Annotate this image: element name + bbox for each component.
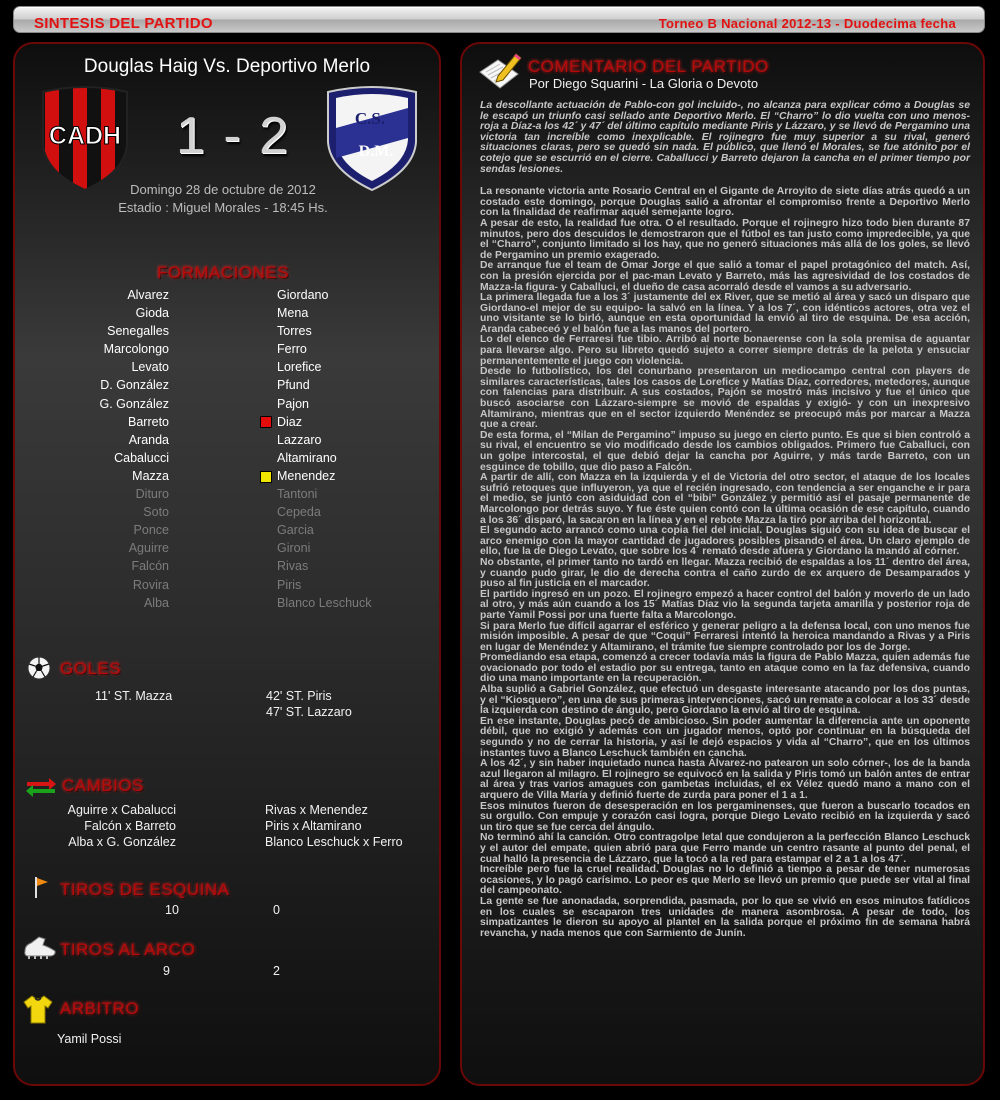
lineup-player: Altamirano	[277, 450, 337, 465]
article-paragraph: Si para Merlo fue difícil agarrar el esférico y generar peligro a la defensa local, con uno menos fue misión imposible. A pesar de que “Coqui” Ferraresi intentó la heroica mandando a Rivas y a Piris en lugar de Menéndez y Altamirano, el trámite fue siempre controlado por los de Jorge.	[480, 620, 970, 653]
home-changes	[35, 802, 176, 850]
lineup-sub: Garcia	[277, 523, 314, 538]
score: 1 - 2	[175, 107, 291, 165]
lineup-sub: Falcón	[131, 559, 169, 574]
lineup-player: Mazza	[132, 468, 169, 483]
change-item: Rivas x Menendez	[265, 803, 368, 817]
away-crest	[320, 84, 424, 194]
home-crest-text: CADH	[48, 122, 122, 150]
goals-title: GOLES	[60, 659, 122, 678]
changes-title: CAMBIOS	[62, 776, 144, 795]
home-lineup	[35, 286, 169, 612]
article-lead: La descollante actuación de Pablo-con gol incluido-, no alcanza para explicar cómo a Douglas se le escapó un triunfo casi sellado ante Deportivo Merlo. El “Charro” lo dio vuelta con uno menos-roja a Díaz-a los 42´ y 47´ del último capítulo mediante Piris y Lázzaro, y se llevó de Pergamino una victoria tan increíble como inexplicable. El rojinegro fue muy superior a su rival, generó situaciones claras, pero se quedó sin nada. El público, que llenó el Morales, se fue atónito por el cotejo que se escurrió en el cierre. Caballucci y Barreto dejaron la cancha en el primer tiempo por sendas lesiones.	[480, 100, 970, 175]
commentary-panel	[460, 42, 985, 1086]
article-paragraph: De esta forma, el “Milan de Pergamino” impuso su juego en cierto punto. Es que si bien controló a su rival, el encuentro se vio modificado desde los cambios obligados. Primero fue Caballuci, con un golpe intercostal, el que debió dejar la cancha por Aguirre, y más tarde Barreto, con un esguince de tobillo, que dio paso a Falcón.	[480, 429, 970, 473]
lineup-player: Giordano	[277, 288, 329, 302]
page-title: SINTESIS DEL PARTIDO	[34, 15, 213, 32]
away-crest-text-bottom: D.M.	[358, 143, 394, 160]
lineup-player: Lazzaro	[277, 432, 322, 447]
corners-title: TIROS DE ESQUINA	[60, 880, 230, 899]
match-date: Domingo 28 de octubre de 2012	[130, 182, 316, 197]
away-crest-text-top: C.S.	[354, 109, 386, 128]
commentary-title: COMENTARIO DEL PARTIDO	[528, 57, 769, 76]
article-paragraph: Esos minutos fueron de desesperación en los pergaminenses, que fueron a buscarlo tocados en su orgullo. Con empuje y corazón casi logra, porque Diego Levato recibió en la izquierda y sacó un tiro que se fue cerca del ángulo.	[480, 800, 970, 833]
article-paragraph: Alba suplió a Gabriel González, que efectuó un desgaste interesante atacando por los dos puntas, y el “Kiosquero”, en una de sus primeras intervenciones, sacó un remate a colocar a los 33´ desde la izquierda con destino de ángulo, pero Giordano la envió al tiro de esquina.	[480, 684, 970, 717]
lineup-sub: Tantoni	[277, 487, 318, 502]
article-paragraph: A partir de allí, con Mazza en la izquierda y el de Victoria del otro sector, el ataque de los locales sufrió retoques que influyeron, ya que el recién ingresado, con tendencia a ser enganche e ir para el medio, se juntó con asiduidad con el “bibi” González y permitió así el pasaje permanente de Marcolongo por detrás suyo. Y fue éste quien contó con la última ocasión de ese capítulo, cuando a los 36´ disparó, la sacaron en la línea y en el rebote Mazza la tiró por arriba del horizontal.	[480, 472, 970, 526]
change-item: Falcón x Barreto	[84, 819, 176, 833]
change-item: Piris x Altamirano	[265, 819, 362, 833]
article-paragraph: La primera llegada fue a los 3´ justamente del ex River, que se metió al área y sacó un disparo que Giordano-el mejor de su equipo- la salvó en la línea. Y a los 7´, con idénticos actores, otra vez el uno visitante se lo birló, aunque en esta oportunidad la envió al tiro de esquina. De esa acción, Aranda cabeceó y el balón fue a las manos del portero.	[480, 292, 970, 335]
lineup-player: Diaz	[277, 414, 303, 429]
lineup-player: D. González	[100, 378, 169, 393]
referee-title: ARBITRO	[60, 999, 140, 1018]
home-crest	[35, 84, 135, 194]
shots-title: TIROS AL ARCO	[60, 940, 196, 959]
lineup-player: Aranda	[128, 432, 169, 447]
yellow-card-icon	[260, 471, 272, 483]
lineup-player: Marcolongo	[103, 342, 169, 357]
change-item: Blanco Leschuck x Ferro	[265, 835, 403, 849]
away-lineup	[277, 286, 437, 612]
notepad-pencil-icon	[476, 50, 524, 94]
lineup-player: Menendez	[277, 468, 336, 483]
formations-title: FORMACIONES	[156, 263, 290, 282]
lineup-player: Pajon	[277, 396, 309, 411]
article-paragraph: Promediando esa etapa, comenzó a crecer todavía más la figura de Pablo Mazza, quien además fue ovacionado por todo el estadio por su entrega, tanto en ataque como en la faz defensiva, cuando dio una mano importante en la recuperación.	[480, 652, 970, 685]
header-bar	[13, 6, 985, 33]
lineup-player: G. González	[99, 396, 169, 411]
away-corners: 0	[273, 903, 280, 917]
tournament-label: Torneo B Nacional 2012-13 - Duodecima fecha	[658, 16, 956, 31]
match-venue: Estadio : Miguel Morales - 18:45 Hs.	[118, 200, 328, 215]
article-paragraph: El partido ingresó en un pozo. El rojinegro empezó a hacer control del balón y moverlo de un lado al otro, y más aún cuando a los 15´ Matías Díaz vio la segunda tarjeta amarilla y posterior roja de parte Yamil Possi por una fuerte falta a Marcolongo.	[480, 588, 970, 621]
article-paragraph: A pesar de esto, la realidad fue otra. O el resultado. Porque el rojinegro hizo todo bien durante 87 minutos, pero dos descuidos le demostraron que el fútbol es tan justo como impredecible, ya que el “Charro”, conjunto limitado si los hay, que no generó situaciones más allá de los goles, se llevó de Pergamino un premio exagerado.	[480, 217, 970, 261]
article-paragraph: Lo del elenco de Ferraresi fue tibio. Arribó al norte bonaerense con la sola premisa de aguantar para llevarse algo. Pero su libreto quedó sujeto a correr siempre detrás de la pelota y ensuciar permanentemente el juego con violencia.	[480, 334, 970, 367]
article-paragraph: La resonante victoria ante Rosario Central en el Gigante de Arroyito de siete días atrás quedó a un costado este domingo, porque Douglas salió a afrontar el compromiso frente a Deportivo Merlo con la finalidad de reafirmar aquél semejante logro.	[480, 186, 970, 219]
corner-flag-icon	[33, 875, 51, 899]
substitution-arrows-icon	[25, 776, 57, 798]
lineup-sub: Gironi	[277, 541, 311, 556]
change-item: Aguirre x Cabalucci	[67, 803, 176, 817]
article-paragraph: Increíble pero fue la cruel realidad. Douglas no lo definió a tiempo a pesar de tener numerosas ocasiones, y lo pagó carísimo. Lo peor es que Merlo se llevó un premio que puede ser vital al final del campeonato.	[480, 864, 970, 897]
lineup-player: Levato	[131, 360, 169, 375]
soccer-ball-icon	[27, 656, 51, 680]
article-paragraph: El segundo acto arrancó como una copia fiel del inicial. Douglas siguió con su idea de buscar el arco enemigo con la mayor cantidad de jugadores posibles pisando el área. Un claro ejemplo de ello, fue la de Diego Levato, que sobre los 4´ remató desde afuera y Giordano la mandó al córner.	[480, 525, 970, 558]
match-summary-panel	[13, 42, 441, 1086]
away-goal: 47' ST. Lazzaro	[266, 705, 352, 719]
lineup-sub: Rivas	[277, 559, 309, 574]
lineup-sub: Dituro	[135, 487, 169, 502]
article-body	[480, 101, 970, 939]
lineup-player: Lorefice	[277, 360, 322, 375]
article-paragraph: A los 42´, y sin haber inquietado nunca hasta Álvarez-no patearon un solo córner-, los de la banda azul llegaron al milagro. El rojinegro se equivocó en la salida y Piris tomó un balón antes de entrar al área y tras varios amagues con gambetas incluidas, el ex Vélez quedó mano a mano con el arquero de Villa María y definió fuerte de zurda para poner el 1 a 1.	[480, 758, 970, 801]
commentary-author: Por Diego Squarini - La Gloria o Devoto	[529, 76, 759, 91]
lineup-sub: Alba	[143, 595, 169, 610]
football-boot-icon	[23, 935, 57, 961]
article-paragraph: De arranque fue el team de Omar Jorge el que salió a tomar el papel protagónico del match. Así, con la presión ejercida por el pac-man Levato y Barreto, más las agresividad de los costados de Mazza-la figura- y Caballuci, el dueño de casa acorraló desde el vamos a su adversario.	[480, 260, 970, 293]
lineup-sub: Blanco Leschuck	[277, 595, 372, 610]
lineup-player: Cabalucci	[114, 450, 169, 465]
match-title: Douglas Haig Vs. Deportivo Merlo	[83, 56, 371, 77]
lineup-player: Ferro	[277, 342, 307, 357]
red-card-icon	[260, 416, 272, 428]
lineup-sub: Ponce	[133, 523, 169, 538]
home-corners: 10	[165, 903, 179, 917]
lineup-sub: Cepeda	[277, 505, 321, 520]
lineup-player: Pfund	[277, 378, 310, 393]
change-item: Alba x G. González	[68, 835, 176, 849]
home-goal: 11' ST. Mazza	[95, 689, 173, 703]
article-paragraph: La gente se fue anonadada, sorprendida, pasmada, por lo que se vivió en esos minutos fatídicos en los cuales se escaparon tres unidades de manera asombrosa. A pesar de todo, los simpatizantes le dieron su apoyo al plantel en la salida porque el próximo fin de semana habrá revancha, y nada menos que con Sarmiento de Junín.	[480, 895, 970, 939]
lineup-player: Gioda	[135, 306, 169, 321]
article-paragraph: En ese instante, Douglas pecó de ambicioso. Sin poder aumentar la diferencia ante un oponente débil, que no exigió y además con un jugador menos, optó por continuar en la búsqueda del segundo y no de cerrar la historia, y así le dejó espacios y vida al “Charro”, que en los últimos instantes tuvo a Blanco Leschuck también en cancha.	[480, 715, 970, 759]
away-changes	[265, 802, 403, 850]
article-paragraph: No obstante, el primer tanto no tardó en llegar. Mazza recibió de espaldas a los 11´ dentro del área, y cuando pudo girar, le dio de derecha contra el caño zurdo de ex arquero de Desamparados y puso al fin justicia en el marcador.	[480, 556, 970, 590]
referee-name: Yamil Possi	[57, 1032, 122, 1046]
lineup-sub: Aguirre	[128, 541, 169, 556]
lineup-sub: Piris	[277, 577, 302, 592]
away-shots: 2	[273, 964, 280, 978]
lineup-player: Senegalles	[107, 324, 169, 339]
lineup-player: Barreto	[128, 414, 169, 429]
referee-shirt-icon	[23, 994, 53, 1024]
lineup-sub: Rovira	[132, 577, 169, 592]
home-shots: 9	[163, 964, 170, 978]
lineup-sub: Soto	[143, 505, 169, 520]
lineup-player: Mena	[277, 306, 309, 321]
lineup-player: Torres	[277, 324, 312, 339]
away-goal: 42' ST. Piris	[266, 689, 332, 703]
article-paragraph: No terminó ahí la canción. Otro contragolpe letal que condujeron a la perfección Blanco Leschuck y el autor del empate, quien abrió para que Ferro mande un centro rasante al punto del penal, el cual halló la presencia de Lázzaro, que la tocó a la red para estampar el 2 a 1 a los 47´.	[480, 832, 970, 865]
lineup-player: Alvarez	[127, 288, 169, 302]
article-paragraph: Desde lo futbolístico, los del conurbano presentaron un mediocampo central con players de similares características, tales los casos de Lorefice y Matías Díaz, corredores, metedores, aunque con falencias para distribuir. A sus costados, Pajón se mostró más incisivo y fue el único que buscó asociarse con Lázzaro-siempre se movió de espaldas y exigió- y con un inexpresivo Altamirano, mientras que en el sector izquierdo Menéndez se preocupó más por marcar a Mazza que a crear.	[480, 366, 970, 431]
